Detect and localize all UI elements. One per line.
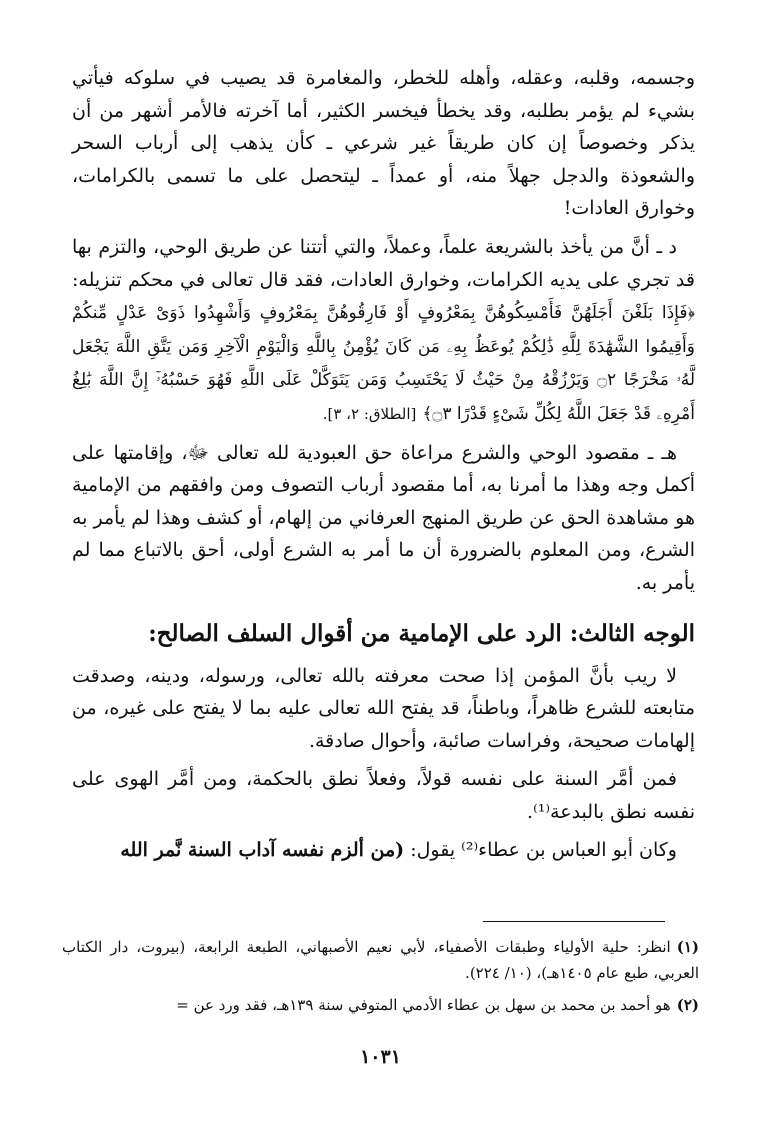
paragraph-abu-abbas bbox=[72, 834, 695, 867]
section-heading: الوجه الثالث: الرد على الإمامية من أقوال السلف الصالح: bbox=[148, 619, 695, 647]
paragraph-point-dal bbox=[72, 231, 695, 431]
paragraph-risks: وجسمه، وقلبه، وعقله، وأهله للخطر، والمغامرة قد يصيب في سلوكه فيأتي بشيء لم يؤمر بطلبه، وقد يخطأ فيخسر الكثير، أما آخرته فالأمر أشهر من أن يذكر وخصوصاً إن كان طريقاً غير شرعي ـ كأن يذهب إلى أرباب السحر والشعوذة والدجل جهلاً منه، أو عمداً ـ ليتحصل على ما تسمى بالكرامات، وخوارق العادات! bbox=[72, 67, 695, 220]
quran-close-bracket: ﴾ bbox=[422, 403, 433, 424]
quran-verse-text: فَإِذَا بَلَغْنَ أَجَلَهُنَّ فَأَمْسِكُوهُنَّ بِمَعْرُوفٍ أَوْ فَارِقُوهُنَّ بِمَعْرُوفٍ وَأَشْهِدُوا ذَوَىْ عَدْلٍ مِّنكُمْ وَأَقِيمُوا الشَّهَٰدَةَ لِلَّهِ ذَٰلِكُمْ يُوعَظُ بِهِۦ مَن كَانَ يُؤْمِنُ بِاللَّهِ وَالْيَوْمِ الْآخِرِ وَمَن يَتَّقِ اللَّهَ يَجْعَل لَّهُۥ مَخْرَجًا ۝٢ وَيَرْزُقْهُ مِنْ حَيْثُ لَا يَحْتَسِبُ وَمَن يَتَوَكَّلْ عَلَى اللَّهِ فَهُوَ حَسْبُهُۥٓ إِنَّ اللَّهَ بَٰلِغُ أَمْرِهِۦ قَدْ جَعَلَ اللَّهُ لِكُلِّ شَىْءٍ قَدْرًا ۝٣ bbox=[72, 303, 695, 424]
footnote-1-text: انظر: حلية الأولياء وطبقات الأصفياء، لأبي نعيم الأصبهاني، الطبعة الرابعة، (بيروت، دار الكتاب العربي، طبع عام ١٤٠٥هـ)، (١٠/ ٢٢٤). bbox=[62, 938, 699, 982]
paragraph-sunnah: فمن أمَّر السنة على نفسه قولاً، وفعلاً نطق بالحكمة، ومن أمَّر الهوى على نفسه نطق بالبدعة⁽¹⁾. bbox=[72, 768, 695, 823]
footnotes bbox=[62, 934, 699, 1024]
abu-abbas-quote: (من ألزم نفسه آداب السنة نَّمر الله bbox=[120, 839, 405, 862]
footnote-1 bbox=[62, 934, 699, 986]
footnote-2-text: هو أحمد بن محمد بن سهل بن عطاء الأدمي المتوفي سنة ١٣٩هـ، فقد ورد عن = bbox=[176, 996, 671, 1014]
quran-citation: [الطلاق: ٢، ٣]. bbox=[322, 404, 417, 423]
quran-open-bracket: ﴿ bbox=[687, 303, 695, 324]
footnote-separator bbox=[483, 921, 665, 922]
footnote-2 bbox=[62, 992, 699, 1018]
footnote-1-number: (١) bbox=[676, 938, 699, 956]
abu-abbas-intro: وكان أبو العباس بن عطاء⁽²⁾ يقول: bbox=[404, 839, 677, 862]
paragraph-point-ha: هـ ـ مقصود الوحي والشرع مراعاة حق العبودية لله تعالى ﷻ، وإقامتها على أكمل وجه وهذا ما أمرنا به، أما مقصود أرباب التصوف ومن وافقهم من الإمامية هو مشاهدة الحق عن طريق المنهج العرفاني من إلهام، أو كشف وهذا لم يأمر به الشرع، ومن المعلوم بالضرورة أن ما أمر به الشرع أولى، أحق بالاتباع مما لم يأمر به. bbox=[72, 441, 695, 594]
paragraph-point-dal-text: د ـ أنَّ من يأخذ بالشريعة علماً، وعملاً، والتي أتتنا عن طريق الوحي، والتزم بها قد تجري على يديه الكرامات، وخوارق العادات، فقد قال تعالى في محكم تنزيله: bbox=[72, 235, 695, 291]
footnote-2-number: (٢) bbox=[676, 996, 699, 1014]
paragraph-no-doubt: لا ريب بأنَّ المؤمن إذا صحت معرفته بالله تعالى، ورسوله، ودينه، وصدقت متابعته للشرع ظاهراً، وباطناً، قد يفتح الله تعالى عليه بما لا يفتح على غيره، من إلهامات صحيحة، وفراسات صائبة، وأحوال صادقة. bbox=[72, 664, 695, 752]
page-number: ١٠٣١ bbox=[360, 1046, 401, 1068]
